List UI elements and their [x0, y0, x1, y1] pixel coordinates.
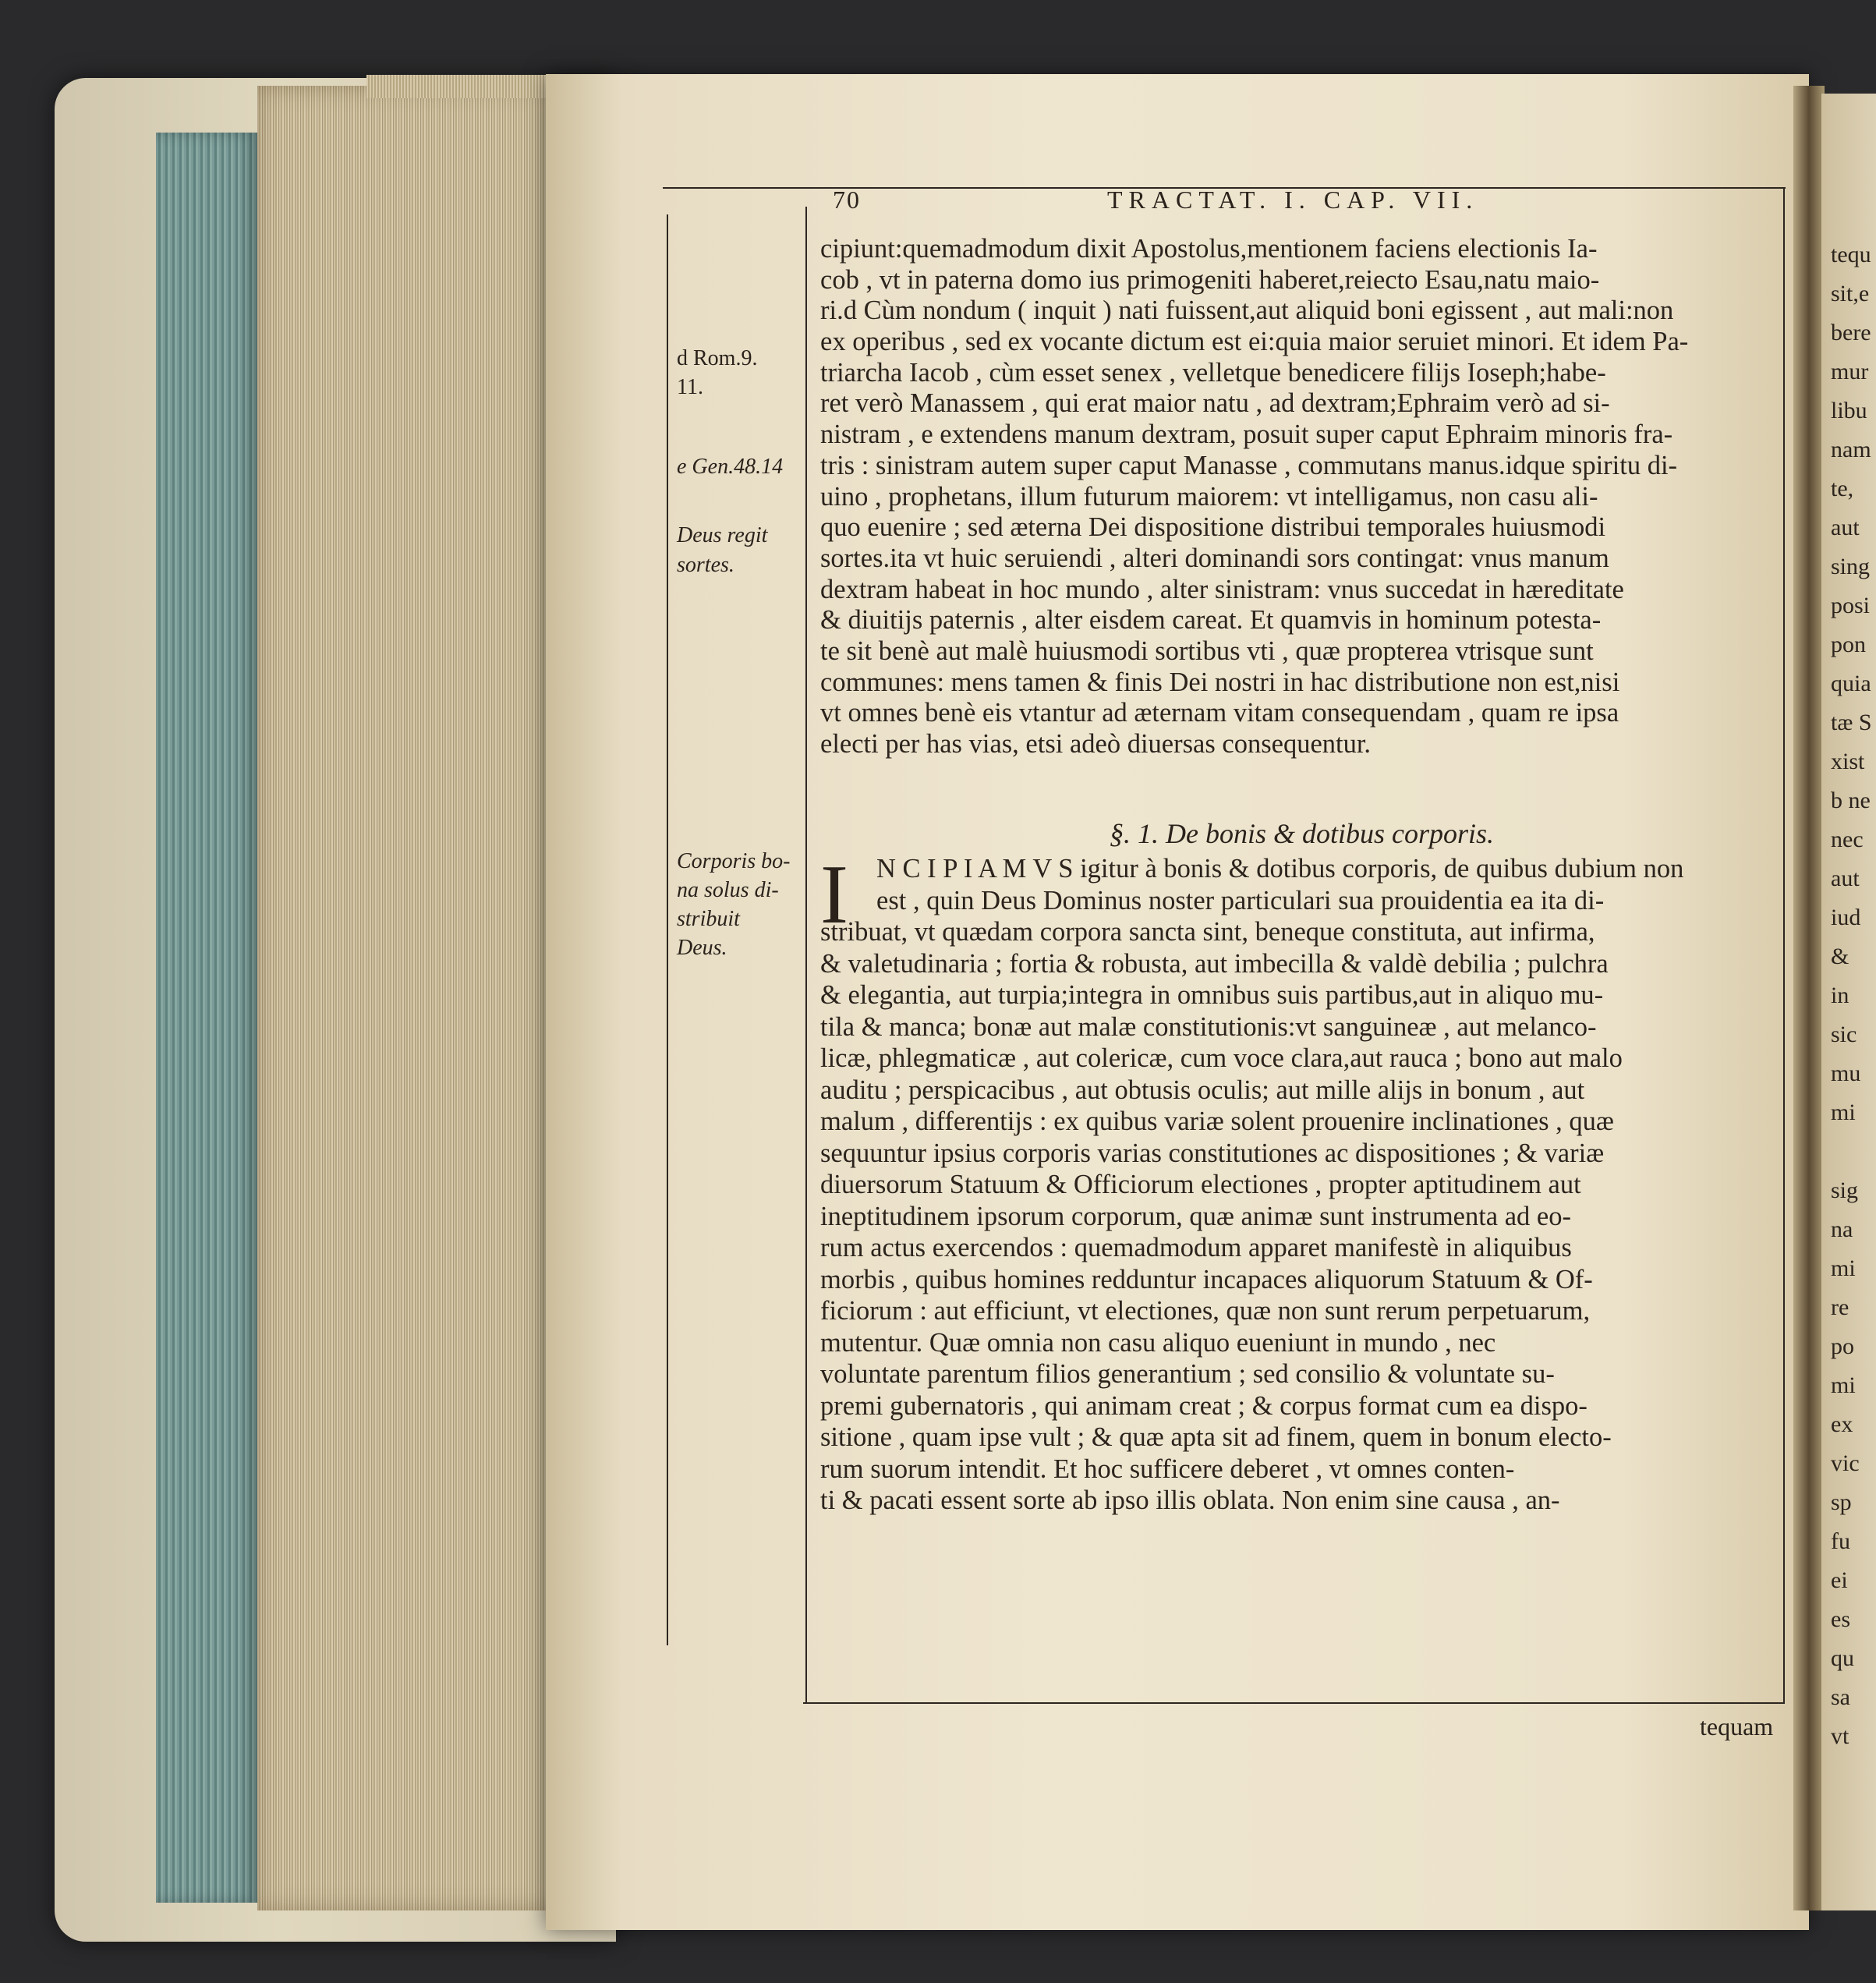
right-page-fragment: nam	[1831, 437, 1871, 462]
right-page-fragment: b ne	[1831, 788, 1871, 813]
text-line: diuersorum Statuum & Officiorum electiones , propter aptitudinem aut	[820, 1170, 1581, 1199]
right-page-fragment: aut	[1831, 866, 1860, 891]
right-page-fragment: mi	[1831, 1372, 1856, 1398]
text-line: triarcha Iacob , cùm esset senex , velletque benedicere filijs Ioseph;habe-	[820, 357, 1606, 388]
right-page-fragment: mi	[1831, 1100, 1856, 1125]
margin-note-corporis: Corporis bo-	[677, 849, 791, 873]
page-number: 70	[833, 186, 861, 214]
right-page-fragment: te,	[1831, 476, 1854, 501]
right-page-fragment: fu	[1831, 1528, 1850, 1554]
right-page-fragment: in	[1831, 983, 1849, 1008]
text-line: ineptitudinem ipsorum corporum, quæ animæ sunt instrumenta ad eo-	[820, 1201, 1571, 1231]
section-heading: §. 1. De bonis & dotibus corporis.	[1109, 818, 1494, 849]
text-line: sortes.ita vt huic seruiendi , alteri dominandi sors contingat: vnus manum	[820, 543, 1609, 573]
bottom-rule	[803, 1702, 1783, 1704]
margin-column-rule	[805, 207, 807, 1704]
catchword: tequam	[1700, 1712, 1774, 1740]
running-head	[827, 186, 1778, 215]
margin-note-stribuit: stribuit	[677, 907, 740, 931]
right-page-fragment: vic	[1831, 1450, 1860, 1476]
text-line: N C I P I A M V S igitur à bonis & dotibus corporis, de quibus dubium non	[876, 854, 1684, 883]
right-page-fragment: pon	[1831, 632, 1866, 657]
frame-left-rule	[667, 214, 668, 1645]
text-line: tris : sinistram autem super caput Manasse , commutans manus.idque spiritu di-	[820, 450, 1678, 480]
right-page-fragment: libu	[1831, 398, 1867, 423]
right-page-fragment: nec	[1831, 827, 1864, 852]
margin-note-gen: e Gen.48.14	[677, 455, 784, 479]
running-title: TRACTAT. I. CAP. VII.	[1107, 186, 1479, 214]
book-gutter	[1793, 86, 1825, 1910]
right-page-fragment: mi	[1831, 1255, 1856, 1281]
frame-right-rule	[1783, 187, 1785, 1704]
right-page-fragment: posi	[1831, 593, 1871, 618]
text-line: tila & manca; bonæ aut malæ constitutionis:vt sanguineæ , aut melanco-	[820, 1011, 1597, 1042]
text-line: morbis , quibus homines redduntur incapaces aliquorum Statuum & Of-	[820, 1264, 1593, 1294]
margin-note-sortes: sortes.	[677, 553, 734, 577]
margin-note-rom-verse: 11.	[677, 375, 703, 399]
text-line: mutentur. Quæ omnia non casu aliquo eueniunt in mundo , nec	[820, 1327, 1496, 1358]
right-page-fragment: mu	[1831, 1061, 1861, 1086]
text-line: ficiorum : aut efficiunt, vt electiones, quæ non sunt rerum perpetuarum,	[820, 1296, 1591, 1326]
right-page-fragment: mur	[1831, 359, 1869, 384]
body-text-2	[820, 848, 1783, 1517]
right-page-fragment: vt	[1831, 1723, 1849, 1749]
right-page-fragment: sit,e	[1831, 281, 1870, 306]
right-page-fragment: bere	[1831, 320, 1871, 345]
right-page-fragment: sig	[1831, 1177, 1859, 1203]
text-line: sitione , quam ipse vult ; & quæ apta sit ad finem, quem in bonum electo-	[820, 1422, 1612, 1452]
text-line: ti & pacati essent sorte ab ipso illis oblata. Non enim sine causa , an-	[820, 1485, 1560, 1515]
drop-cap: I	[820, 848, 848, 941]
right-page-fragment: aut	[1831, 515, 1860, 540]
text-line: rum suorum intendit. Et hoc sufficere deberet , vt omnes conten-	[820, 1454, 1515, 1484]
page-edge-colored	[156, 133, 257, 1903]
text-line: ri.d Cùm nondum ( inquit ) nati fuissent,aut aliquid boni egissent , aut mali:non	[820, 296, 1674, 326]
right-page-fragment: ex	[1831, 1411, 1853, 1437]
text-line: est , quin Deus Dominus noster particulari sua prouidentia ea ita di-	[876, 885, 1605, 915]
right-page-fragment: re	[1831, 1294, 1849, 1320]
text-line: cob , vt in paterna domo ius primogeniti haberet,reiecto Esau,natu maio-	[820, 264, 1600, 295]
text-line: cipiunt:quemadmodum dixit Apostolus,mentionem faciens electionis Ia-	[820, 234, 1598, 264]
text-line: premi gubernatoris , qui animam creat ; & corpus format cum ea dispo-	[820, 1390, 1588, 1421]
right-page-fragment: na	[1831, 1216, 1853, 1242]
margin-note-solus: na solus di-	[677, 878, 779, 902]
text-line: electi per has vias, etsi adeò diuersas consequentur.	[820, 729, 1372, 759]
margin-note-rom: d Rom.9.	[677, 346, 758, 370]
text-line: stribuat, vt quædam corpora sancta sint, beneque constituta, aut infirma,	[820, 917, 1595, 947]
text-line: communes: mens tamen & finis Dei nostri in hac distributione non est,nisi	[820, 667, 1620, 697]
body-text-1	[820, 234, 1783, 760]
text-line: auditu ; perspicacibus , aut obtusis oculis; aut mille alijs in bonum , aut	[820, 1075, 1585, 1105]
right-page-fragment: xist	[1831, 749, 1865, 774]
page-block-top	[366, 75, 554, 98]
right-page-fragment: sp	[1831, 1489, 1852, 1515]
right-page-fragment: sic	[1831, 1022, 1857, 1047]
margin-note-deus: Deus.	[677, 936, 727, 960]
text-line: nistram , e extendens manum dextram, posuit super caput Ephraim minoris fra-	[820, 420, 1673, 450]
right-page-fragment: iud	[1831, 905, 1861, 930]
right-page-fragment: qu	[1831, 1645, 1854, 1671]
right-page-fragment: po	[1831, 1333, 1854, 1359]
right-page-fragment: &	[1831, 944, 1849, 969]
right-page-fragment: sa	[1831, 1684, 1850, 1710]
text-line: & diuitijs paternis , alter eisdem careat. Et quamvis in hominum potesta-	[820, 605, 1602, 636]
text-line: licæ, phlegmaticæ , aut colericæ, cum voce clara,aut rauca ; bono aut malo	[820, 1043, 1623, 1073]
right-page-fragment: es	[1831, 1606, 1850, 1632]
text-line: te sit benè aut malè huiusmodi sortibus vti , quæ propterea vtrisque sunt	[820, 636, 1594, 666]
text-line: uino , prophetans, illum futurum maiorem: vt intelligamus, non casu ali-	[820, 481, 1598, 512]
text-line: ret verò Manassem , qui erat maior natu , ad dextram;Ephraim verò ad si-	[820, 388, 1610, 419]
text-line: sequuntur ipsius corporis varias constitutiones ac dispositiones ; & variæ	[820, 1138, 1605, 1168]
text-line: quo euenire ; sed æterna Dei dispositione distribui temporales huiusmodi	[820, 512, 1606, 543]
margin-note-deus-regit: Deus regit	[677, 523, 768, 547]
text-line: dextram habeat in hoc mundo , alter sinistram: vnus succedat in hæreditate	[820, 574, 1624, 604]
right-page-fragment: sing	[1831, 554, 1871, 579]
right-page-fragment: quia	[1831, 671, 1871, 696]
text-line: vt omnes benè eis vtantur ad æternam vitam consequendam , quam re ipsa	[820, 698, 1619, 728]
text-line: voluntate parentum filios generantium ; sed consilio & voluntate su-	[820, 1359, 1555, 1389]
text-line: malum , differentijs : ex quibus variæ solent prouenire inclinationes , quæ	[820, 1107, 1614, 1136]
page-block-edge	[257, 86, 554, 1910]
right-page-fragment: tequ	[1831, 242, 1871, 267]
text-line: & valetudinaria ; fortia & robusta, aut imbecilla & valdè debilia ; pulchra	[820, 948, 1609, 979]
right-page-fragment: ei	[1831, 1567, 1848, 1593]
text-line: rum actus exercendos : quemadmodum apparet manifestè in aliquibus	[820, 1233, 1572, 1262]
text-line: ex operibus , sed ex vocante dictum est ei:quia maior seruiet minori. Et idem Pa-	[820, 327, 1689, 357]
right-page-fragment: tæ S	[1831, 710, 1872, 735]
text-line: & elegantia, aut turpia;integra in omnibus suis partibus,aut in aliquo mu-	[820, 980, 1604, 1010]
